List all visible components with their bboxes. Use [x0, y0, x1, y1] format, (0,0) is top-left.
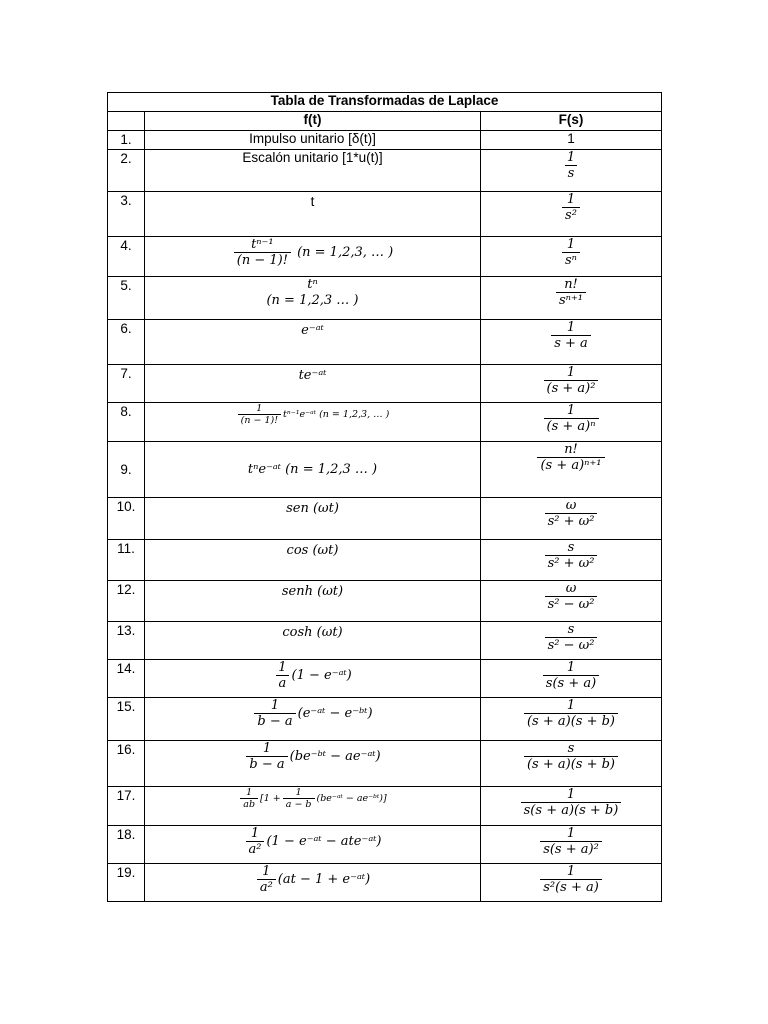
fs-cell — [481, 864, 662, 902]
row-number: 15. — [108, 698, 145, 741]
fs-fraction — [537, 442, 604, 473]
ft-cell — [145, 277, 481, 320]
table-row — [108, 826, 662, 864]
fs-fraction — [544, 365, 599, 396]
ft-denominator: (n − 1)! — [234, 252, 291, 268]
ft-cell — [145, 403, 481, 442]
fs-cell — [481, 277, 662, 320]
ft-numerator-2: 1 — [295, 787, 302, 798]
ft-fraction — [246, 741, 287, 772]
ft-text: cosh (ωt) — [282, 625, 343, 640]
ft-numerator: 1 — [278, 660, 287, 675]
ft-numerator: tⁿ⁻¹ — [251, 237, 274, 252]
ft-cell — [145, 581, 481, 622]
fs-numerator: ω — [565, 498, 577, 513]
ft-numerator: 1 — [262, 864, 271, 879]
ft-text: Impulso unitario [δ(t)] — [249, 131, 376, 146]
fs-fraction — [564, 150, 578, 181]
fs-numerator: 1 — [566, 150, 576, 165]
fs-cell — [481, 320, 662, 365]
ft-fraction-2 — [283, 787, 315, 810]
ft-cell — [145, 787, 481, 826]
fs-numerator: 1 — [566, 826, 576, 841]
fs-cell — [481, 237, 662, 277]
ft-text: cos (ωt) — [286, 543, 339, 558]
fs-fraction — [540, 864, 602, 895]
ft-tail: (n = 1,2,3, … ) — [297, 245, 394, 260]
fs-denominator: s + a — [551, 335, 591, 351]
fs-numerator: 1 — [566, 320, 576, 335]
table-title: Tabla de Transformadas de Laplace — [108, 93, 662, 112]
table-row — [108, 320, 662, 365]
fs-numerator: n! — [564, 277, 578, 292]
row-number: 11. — [108, 540, 145, 581]
table-row — [108, 622, 662, 660]
fs-fraction — [521, 787, 622, 818]
ft-tail: (1 − e⁻ᵃᵗ − ate⁻ᵃᵗ) — [266, 834, 382, 849]
ft-numerator: 1 — [250, 826, 260, 841]
row-number: 2. — [108, 150, 145, 192]
ft-denominator: a² — [246, 841, 265, 857]
ft-text: tⁿe⁻ᵃᵗ (n = 1,2,3 … ) — [247, 462, 378, 477]
fs-denominator: s² − ω² — [545, 596, 598, 612]
ft-text: sen (ωt) — [286, 501, 339, 516]
fs-fraction — [562, 237, 580, 268]
ft-text: e⁻ᵃᵗ — [301, 323, 324, 338]
ft-denominator: (n − 1)! — [238, 414, 281, 426]
fs-cell — [481, 365, 662, 403]
fs-fraction — [544, 403, 599, 434]
fs-numerator: s — [567, 540, 575, 555]
fs-numerator: 1 — [566, 365, 576, 380]
ft-fraction — [240, 787, 258, 810]
fs-numerator: 1 — [566, 698, 576, 713]
table-row — [108, 698, 662, 741]
row-number: 4. — [108, 237, 145, 277]
header-num — [108, 112, 145, 131]
ft-cell — [145, 192, 481, 237]
fs-numerator: 1 — [566, 864, 576, 879]
table-row — [108, 192, 662, 237]
table-row — [108, 660, 662, 698]
ft-tail: tⁿ⁻¹e⁻ᵃᵗ (n = 1,2,3, … ) — [283, 409, 390, 420]
fs-fraction — [545, 540, 598, 571]
fs-cell — [481, 540, 662, 581]
table-row — [108, 442, 662, 498]
ft-denominator: ab — [240, 798, 258, 810]
table-row — [108, 540, 662, 581]
fs-numerator: ω — [565, 581, 577, 596]
ft-cell — [145, 741, 481, 787]
row-number: 13. — [108, 622, 145, 660]
ft-mid: [1 + — [260, 793, 281, 804]
fs-cell — [481, 622, 662, 660]
fs-fraction — [545, 581, 598, 612]
fs-numerator: s — [567, 741, 575, 756]
fs-fraction — [545, 622, 598, 653]
ft-fraction — [275, 660, 289, 691]
header-ft — [145, 112, 481, 131]
ft-cell — [145, 660, 481, 698]
ft-cell — [145, 622, 481, 660]
row-number: 10. — [108, 498, 145, 540]
table-row — [108, 131, 662, 150]
ft-cell — [145, 131, 481, 150]
ft-cell — [145, 864, 481, 902]
fs-denominator: (s + a)(s + b) — [524, 713, 618, 729]
header-ft-label: f(t) — [303, 112, 322, 127]
ft-tail: (at − 1 + e⁻ᵃᵗ) — [277, 872, 371, 887]
row-number: 14. — [108, 660, 145, 698]
row-number: 5. — [108, 277, 145, 320]
ft-cell — [145, 320, 481, 365]
ft-denominator: a² — [257, 879, 276, 895]
row-number: 3. — [108, 192, 145, 237]
row-number: 16. — [108, 741, 145, 787]
ft-tail: (be⁻ᵇᵗ − ae⁻ᵃᵗ) — [289, 749, 381, 764]
ft-bottom: (n = 1,2,3 … ) — [266, 293, 359, 308]
header-fs — [481, 112, 662, 131]
ft-tail: (be⁻ᵃᵗ − ae⁻ᵇᵗ)] — [316, 793, 387, 804]
ft-cell — [145, 237, 481, 277]
fs-text: 1 — [567, 131, 575, 146]
fs-cell — [481, 442, 662, 498]
fs-fraction — [540, 826, 602, 857]
fs-cell — [481, 660, 662, 698]
ft-tail: (1 − e⁻ᵃᵗ) — [291, 668, 352, 683]
fs-denominator: s² + ω² — [545, 555, 598, 571]
fs-denominator: (s + a)(s + b) — [524, 756, 618, 772]
ft-cell — [145, 365, 481, 403]
fs-numerator: n! — [564, 442, 578, 457]
fs-denominator: s² − ω² — [545, 637, 598, 653]
fs-numerator: 1 — [566, 192, 576, 207]
fs-cell — [481, 498, 662, 540]
header-fs-label: F(s) — [558, 112, 584, 127]
ft-fraction — [234, 237, 291, 268]
ft-text: te⁻ᵃᵗ — [298, 368, 327, 383]
fs-denominator: s² + ω² — [545, 513, 598, 529]
fs-numerator: 1 — [566, 237, 576, 252]
ft-numerator: 1 — [262, 741, 272, 756]
row-number: 6. — [108, 320, 145, 365]
fs-denominator: sⁿ⁺¹ — [556, 292, 586, 308]
fs-fraction — [556, 277, 586, 308]
fs-denominator: s²(s + a) — [540, 879, 602, 895]
fs-cell — [481, 826, 662, 864]
fs-fraction — [545, 498, 598, 529]
table-row — [108, 864, 662, 902]
ft-text: senh (ωt) — [281, 584, 344, 599]
ft-tail: (e⁻ᵃᵗ − e⁻ᵇᵗ) — [297, 706, 373, 721]
table-row — [108, 403, 662, 442]
fs-cell — [481, 403, 662, 442]
fs-denominator: s² — [562, 207, 580, 223]
fs-fraction — [551, 320, 591, 351]
ft-fraction — [254, 698, 295, 729]
table-row — [108, 741, 662, 787]
row-number: 1. — [108, 131, 145, 150]
fs-numerator: s — [567, 622, 575, 637]
ft-numerator: 1 — [246, 787, 253, 798]
row-number: 18. — [108, 826, 145, 864]
fs-denominator: (s + a)ⁿ⁺¹ — [537, 457, 604, 473]
table-row — [108, 237, 662, 277]
fs-cell — [481, 150, 662, 192]
fs-denominator: s(s + a) — [543, 675, 599, 691]
row-number: 17. — [108, 787, 145, 826]
fs-denominator: s — [565, 165, 578, 181]
ft-denominator: b − a — [254, 713, 295, 729]
row-number: 8. — [108, 403, 145, 442]
fs-fraction — [562, 192, 580, 223]
ft-denominator: a — [276, 675, 290, 691]
ft-numerator: 1 — [256, 403, 263, 414]
ft-denominator-2: a − b — [283, 798, 315, 810]
ft-text: Escalón unitario [1*u(t)] — [242, 150, 383, 165]
table-row — [108, 150, 662, 192]
ft-fraction — [257, 864, 276, 895]
laplace-table — [107, 92, 662, 902]
fs-fraction — [524, 741, 618, 772]
table-row — [108, 498, 662, 540]
fs-fraction — [524, 698, 618, 729]
fs-cell — [481, 131, 662, 150]
ft-cell — [145, 150, 481, 192]
fs-numerator: 1 — [566, 787, 576, 802]
fs-cell — [481, 787, 662, 826]
ft-text: t — [310, 194, 315, 209]
fs-denominator: (s + a)² — [544, 380, 599, 396]
table-row — [108, 365, 662, 403]
table-row — [108, 787, 662, 826]
fs-cell — [481, 698, 662, 741]
fs-denominator: s(s + a)(s + b) — [521, 802, 622, 818]
ft-denominator: b − a — [246, 756, 287, 772]
row-number: 12. — [108, 581, 145, 622]
table-row — [108, 581, 662, 622]
fs-numerator: 1 — [566, 403, 576, 418]
fs-cell — [481, 192, 662, 237]
fs-denominator: sⁿ — [562, 252, 580, 268]
fs-cell — [481, 741, 662, 787]
ft-cell — [145, 698, 481, 741]
table-row — [108, 277, 662, 320]
fs-denominator: (s + a)ⁿ — [544, 418, 599, 434]
ft-cell — [145, 826, 481, 864]
ft-fraction — [238, 403, 281, 426]
fs-denominator: s(s + a)² — [540, 841, 602, 857]
row-number: 19. — [108, 864, 145, 902]
fs-numerator: 1 — [566, 660, 576, 675]
ft-cell — [145, 498, 481, 540]
ft-fraction — [246, 826, 265, 857]
ft-cell — [145, 540, 481, 581]
row-number: 7. — [108, 365, 145, 403]
row-number: 9. — [108, 442, 145, 498]
ft-top: tⁿ — [307, 277, 318, 292]
ft-numerator: 1 — [270, 698, 280, 713]
ft-cell — [145, 442, 481, 498]
fs-cell — [481, 581, 662, 622]
fs-fraction — [543, 660, 599, 691]
